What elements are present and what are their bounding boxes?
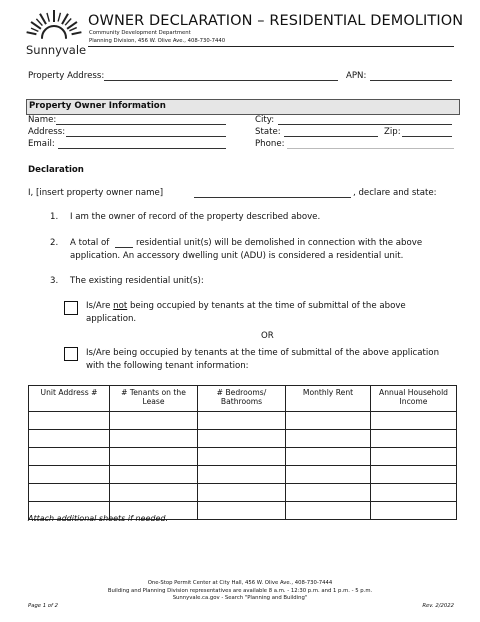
revision-date: Rev. 2/2022: [422, 603, 454, 609]
table-cell[interactable]: [198, 502, 286, 520]
tenant-table-header-row: [29, 386, 457, 412]
table-row: [29, 448, 457, 466]
footer-line-1: One-Stop Permit Center at City Hall, 456 W. Olive Ave., 408-730-7444: [147, 580, 333, 586]
table-cell[interactable]: [286, 466, 371, 484]
column-header-bedrooms: # Bedrooms/ Bathrooms: [198, 386, 286, 412]
apn-field[interactable]: [370, 80, 452, 81]
table-cell[interactable]: [371, 448, 457, 466]
option-occupied-line2: with the following tenant information:: [86, 361, 249, 371]
declaration-heading: Declaration: [28, 165, 84, 175]
column-header-annual-income: Annual Household Income: [371, 386, 457, 412]
owner-zip-field[interactable]: [402, 136, 452, 137]
owner-name-field[interactable]: [56, 124, 226, 125]
table-cell[interactable]: [110, 484, 198, 502]
table-cell[interactable]: [110, 466, 198, 484]
column-header-monthly-rent: Monthly Rent: [286, 386, 371, 412]
table-cell[interactable]: [371, 484, 457, 502]
option-a-pre: Is/Are: [86, 301, 111, 311]
option-not-occupied-line1: [86, 301, 406, 312]
item-1-text: I am the owner of record of the property described above.: [70, 212, 321, 222]
not-occupied-checkbox[interactable]: [64, 301, 78, 315]
tenant-table: [28, 385, 457, 520]
table-cell[interactable]: [286, 502, 371, 520]
table-row: [29, 484, 457, 502]
sunnyvale-logo: [26, 8, 87, 58]
item-2-line1-suffix: residential unit(s) will be demolished in connection with the above: [136, 238, 423, 248]
item-3-text: The existing residential unit(s):: [70, 276, 204, 286]
table-cell[interactable]: [110, 448, 198, 466]
owner-state-label: State:: [255, 127, 281, 137]
property-address-field[interactable]: [104, 80, 338, 81]
option-not-occupied-line2: application.: [86, 314, 137, 324]
page-title: OWNER DECLARATION – RESIDENTIAL DEMOLITION: [88, 13, 464, 29]
table-cell[interactable]: [198, 448, 286, 466]
owner-phone-field[interactable]: [287, 148, 454, 149]
table-cell[interactable]: [286, 430, 371, 448]
table-cell[interactable]: [29, 412, 110, 430]
footer-line-2: Building and Planning Division representatives are available 8 a.m. - 12:30 p.m. and 1 p.m. - 5 p.m.: [107, 587, 373, 594]
table-cell[interactable]: [286, 448, 371, 466]
item-1-number: 1.: [50, 212, 59, 222]
owner-address-label: Address:: [28, 127, 66, 137]
division-info: Planning Division, 456 W. Olive Ave., 408-730-7440: [89, 37, 226, 44]
table-row: [29, 412, 457, 430]
table-cell[interactable]: [29, 484, 110, 502]
table-cell[interactable]: [371, 412, 457, 430]
owner-email-field[interactable]: [58, 148, 226, 149]
owner-address-field[interactable]: [66, 136, 226, 137]
table-cell[interactable]: [29, 448, 110, 466]
header-rule: [88, 46, 454, 47]
table-cell[interactable]: [29, 466, 110, 484]
or-separator: OR: [261, 331, 274, 341]
attach-sheets-note: Attach additional sheets if needed.: [28, 514, 168, 523]
owner-phone-label: Phone:: [255, 139, 285, 149]
sunburst-icon: [26, 8, 84, 42]
option-a-post: being occupied by tenants at the time of submittal of the above: [129, 301, 406, 311]
unit-count-field[interactable]: [115, 247, 133, 248]
item-2-line2: application. An accessory dwelling unit (ADU) is considered a residential unit.: [70, 251, 404, 261]
footer-line-3: Sunnyvale.ca.gov - Search "Planning and Building": [172, 595, 308, 601]
declaration-intro-prefix: I, [insert property owner name]: [28, 188, 164, 198]
table-cell[interactable]: [371, 502, 457, 520]
column-header-tenants: # Tenants on the Lease: [110, 386, 198, 412]
owner-name-declaration-field[interactable]: [194, 197, 351, 198]
table-cell[interactable]: [286, 412, 371, 430]
item-2-prefix: A total of: [70, 238, 110, 248]
option-occupied-line1: Is/Are being occupied by tenants at the time of submittal of the above application: [86, 348, 440, 358]
item-3-number: 3.: [50, 276, 59, 286]
table-cell[interactable]: [286, 484, 371, 502]
owner-city-label: City:: [255, 115, 275, 125]
declaration-intro-suffix: , declare and state:: [353, 188, 437, 198]
table-cell[interactable]: [198, 430, 286, 448]
owner-section-header: [26, 99, 460, 115]
option-a-not: not: [113, 301, 128, 311]
owner-name-label: Name:: [28, 115, 57, 125]
table-cell[interactable]: [110, 430, 198, 448]
column-header-unit-address: Unit Address #: [29, 386, 110, 412]
table-cell[interactable]: [198, 466, 286, 484]
table-cell[interactable]: [110, 412, 198, 430]
owner-zip-label: Zip:: [384, 127, 401, 137]
table-row: [29, 466, 457, 484]
logo-wordmark: Sunnyvale: [26, 43, 87, 57]
property-address-label: Property Address:: [28, 71, 105, 81]
table-cell[interactable]: [29, 430, 110, 448]
table-cell[interactable]: [198, 484, 286, 502]
owner-state-field[interactable]: [284, 136, 378, 137]
owner-email-label: Email:: [28, 139, 55, 149]
tenant-table-body: [29, 412, 457, 520]
table-row: [29, 430, 457, 448]
item-2-number: 2.: [50, 238, 59, 248]
occupied-checkbox[interactable]: [64, 347, 78, 361]
table-cell[interactable]: [198, 412, 286, 430]
apn-label: APN:: [346, 71, 367, 81]
owner-city-field[interactable]: [278, 124, 452, 125]
page-number: Page 1 of 2: [28, 603, 58, 609]
table-cell[interactable]: [371, 430, 457, 448]
table-cell[interactable]: [371, 466, 457, 484]
department-name: Community Development Department: [89, 30, 191, 36]
owner-section-title: Property Owner Information: [29, 101, 166, 111]
